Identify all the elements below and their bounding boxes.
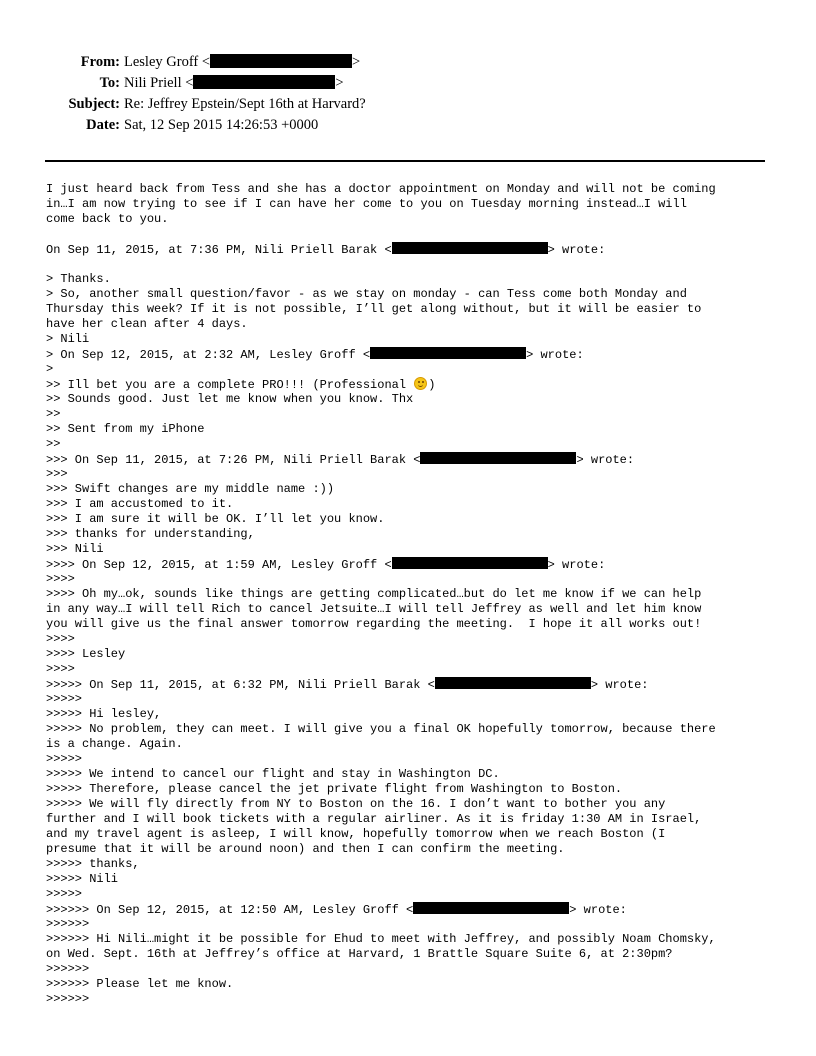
- redaction-box: [413, 902, 569, 914]
- body-line: >>>>: [46, 572, 75, 586]
- body-line: is a change. Again.: [46, 737, 183, 751]
- attribution-tail: > wrote:: [547, 243, 606, 257]
- from-value: [124, 52, 360, 73]
- body-line: >>: [46, 407, 61, 421]
- subject-label: Subject:: [68, 96, 120, 112]
- attribution-tail: > wrote:: [569, 903, 627, 917]
- body-line: >>>> Oh my…ok, sounds like things are getting complicated…but do let me know if we can help: [46, 587, 702, 601]
- body-line: >>>: [46, 467, 68, 481]
- attribution-text: >>>>> On Sep 11, 2015, at 6:32 PM, Nili Priell Barak <: [46, 678, 435, 692]
- attribution-tail: > wrote:: [576, 453, 635, 467]
- quote-attribution: [46, 557, 781, 572]
- body-line: have her clean after 4 days.: [46, 317, 248, 331]
- body-line: > Nili: [46, 332, 90, 346]
- body-line: come back to you.: [46, 212, 169, 226]
- body-line: >>>>: [46, 632, 75, 646]
- body-line: >> Sent from my iPhone: [46, 422, 205, 436]
- attribution-text: >>>> On Sep 12, 2015, at 1:59 AM, Lesley Groff <: [46, 558, 392, 572]
- to-close: >: [335, 75, 344, 91]
- to-name: Nili Priell <: [124, 75, 194, 91]
- quote-attribution: [46, 902, 781, 917]
- to-value: [124, 73, 344, 94]
- quote-attribution: [46, 452, 781, 467]
- from-close: >: [352, 54, 361, 70]
- body-line: >>>>> Hi lesley,: [46, 707, 162, 721]
- body-line: >>: [46, 437, 61, 451]
- redaction-box: [392, 242, 548, 254]
- body-line: >: [46, 362, 54, 376]
- body-line: >>>>: [46, 662, 75, 676]
- from-label: From:: [80, 54, 120, 70]
- redaction-box: [392, 557, 548, 569]
- date-row: [0, 115, 420, 136]
- attribution-tail: > wrote:: [526, 348, 584, 362]
- body-line: > So, another small question/favor - as we stay on monday - can Tess come both Monday and: [46, 287, 687, 301]
- body-text: ): [428, 378, 436, 392]
- redaction-box: [210, 54, 352, 68]
- email-body: [46, 182, 781, 1007]
- date-label: Date:: [86, 117, 120, 133]
- quote-attribution: [46, 242, 781, 257]
- body-line: >>>>>: [46, 752, 83, 766]
- body-line: presume that it will be around noon) and then I can confirm the meeting.: [46, 842, 565, 856]
- body-line: >>>>> thanks,: [46, 857, 140, 871]
- body-line: [46, 377, 781, 392]
- winking-face-icon: [414, 377, 427, 390]
- attribution-text: >>> On Sep 11, 2015, at 7:26 PM, Nili Priell Barak <: [46, 453, 421, 467]
- quote-attribution: [46, 347, 781, 362]
- date-value: Sat, 12 Sep 2015 14:26:53 +0000: [124, 117, 319, 133]
- to-label: To:: [99, 75, 120, 91]
- redaction-box: [370, 347, 526, 359]
- body-line: in any way…I will tell Rich to cancel Jetsuite…I will tell Jeffrey as well and let him know: [46, 602, 702, 616]
- body-line: >>>>>: [46, 692, 83, 706]
- subject-value: Re: Jeffrey Epstein/Sept 16th at Harvard?: [124, 96, 366, 112]
- body-line: >>>>> No problem, they can meet. I will give you a final OK hopefully tomorrow, because there: [46, 722, 716, 736]
- redaction-box: [193, 75, 335, 89]
- body-line: and my travel agent is asleep, I will know, hopefully tomorrow when we reach Boston (I: [46, 827, 666, 841]
- body-line: >>> Nili: [46, 542, 104, 556]
- body-line: >>> I am accustomed to it.: [46, 497, 234, 511]
- attribution-tail: > wrote:: [590, 678, 649, 692]
- subject-row: [0, 94, 420, 115]
- body-line: >>>>>>: [46, 962, 90, 976]
- body-line: >>>>>> Hi Nili…might it be possible for Ehud to meet with Jeffrey, and possibly Noam Chomsky,: [46, 932, 716, 946]
- attribution-tail: > wrote:: [547, 558, 606, 572]
- body-line: >>> thanks for understanding,: [46, 527, 255, 541]
- to-row: [0, 73, 420, 94]
- body-line: >>>>> Nili: [46, 872, 119, 886]
- email-header: [0, 52, 420, 136]
- quote-attribution: [46, 677, 781, 692]
- body-line: >>> I am sure it will be OK. I’ll let you know.: [46, 512, 385, 526]
- from-name: Lesley Groff <: [124, 54, 211, 70]
- body-line: > Thanks.: [46, 272, 111, 286]
- body-line: >>> Swift changes are my middle name :)): [46, 482, 335, 496]
- attribution-text: >>>>>> On Sep 12, 2015, at 12:50 AM, Lesley Groff <: [46, 903, 414, 917]
- body-line: Thursday this week? If it is not possible, I’ll get along without, but it will be easier to: [46, 302, 702, 316]
- body-line: >>>>>: [46, 887, 83, 901]
- body-line: >>>>>>: [46, 917, 90, 931]
- body-line: in…I am now trying to see if I can have her come to you on Tuesday morning instead…I will: [46, 197, 687, 211]
- attribution-text: > On Sep 12, 2015, at 2:32 AM, Lesley Groff <: [46, 348, 371, 362]
- from-row: [0, 52, 420, 73]
- body-line: >> Sounds good. Just let me know when you know. Thx: [46, 392, 414, 406]
- body-line: I just heard back from Tess and she has a doctor appointment on Monday and will not be coming: [46, 182, 716, 196]
- redaction-box: [420, 452, 576, 464]
- body-line: on Wed. Sept. 16th at Jeffrey’s office at Harvard, 1 Brattle Square Suite 6, at 2:30pm?: [46, 947, 673, 961]
- body-text: >> Ill bet you are a complete PRO!!! (Professional: [46, 378, 414, 392]
- body-line: >>>>> We intend to cancel our flight and stay in Washington DC.: [46, 767, 500, 781]
- body-line: >>>> Lesley: [46, 647, 126, 661]
- body-line: you will give us the final answer tomorrow regarding the meeting. I hope it all works out!: [46, 617, 702, 631]
- body-line: further and I will book tickets with a regular airliner. As it is friday 1:30 AM in Israel,: [46, 812, 702, 826]
- body-line: >>>>> Therefore, please cancel the jet private flight from Washington to Boston.: [46, 782, 623, 796]
- attribution-text: On Sep 11, 2015, at 7:36 PM, Nili Priell Barak <: [46, 243, 392, 257]
- body-line: >>>>> We will fly directly from NY to Boston on the 16. I don’t want to bother you any: [46, 797, 666, 811]
- redaction-box: [435, 677, 591, 689]
- body-line: >>>>>> Please let me know.: [46, 977, 234, 991]
- header-divider: [45, 160, 765, 162]
- body-line: >>>>>>: [46, 992, 90, 1006]
